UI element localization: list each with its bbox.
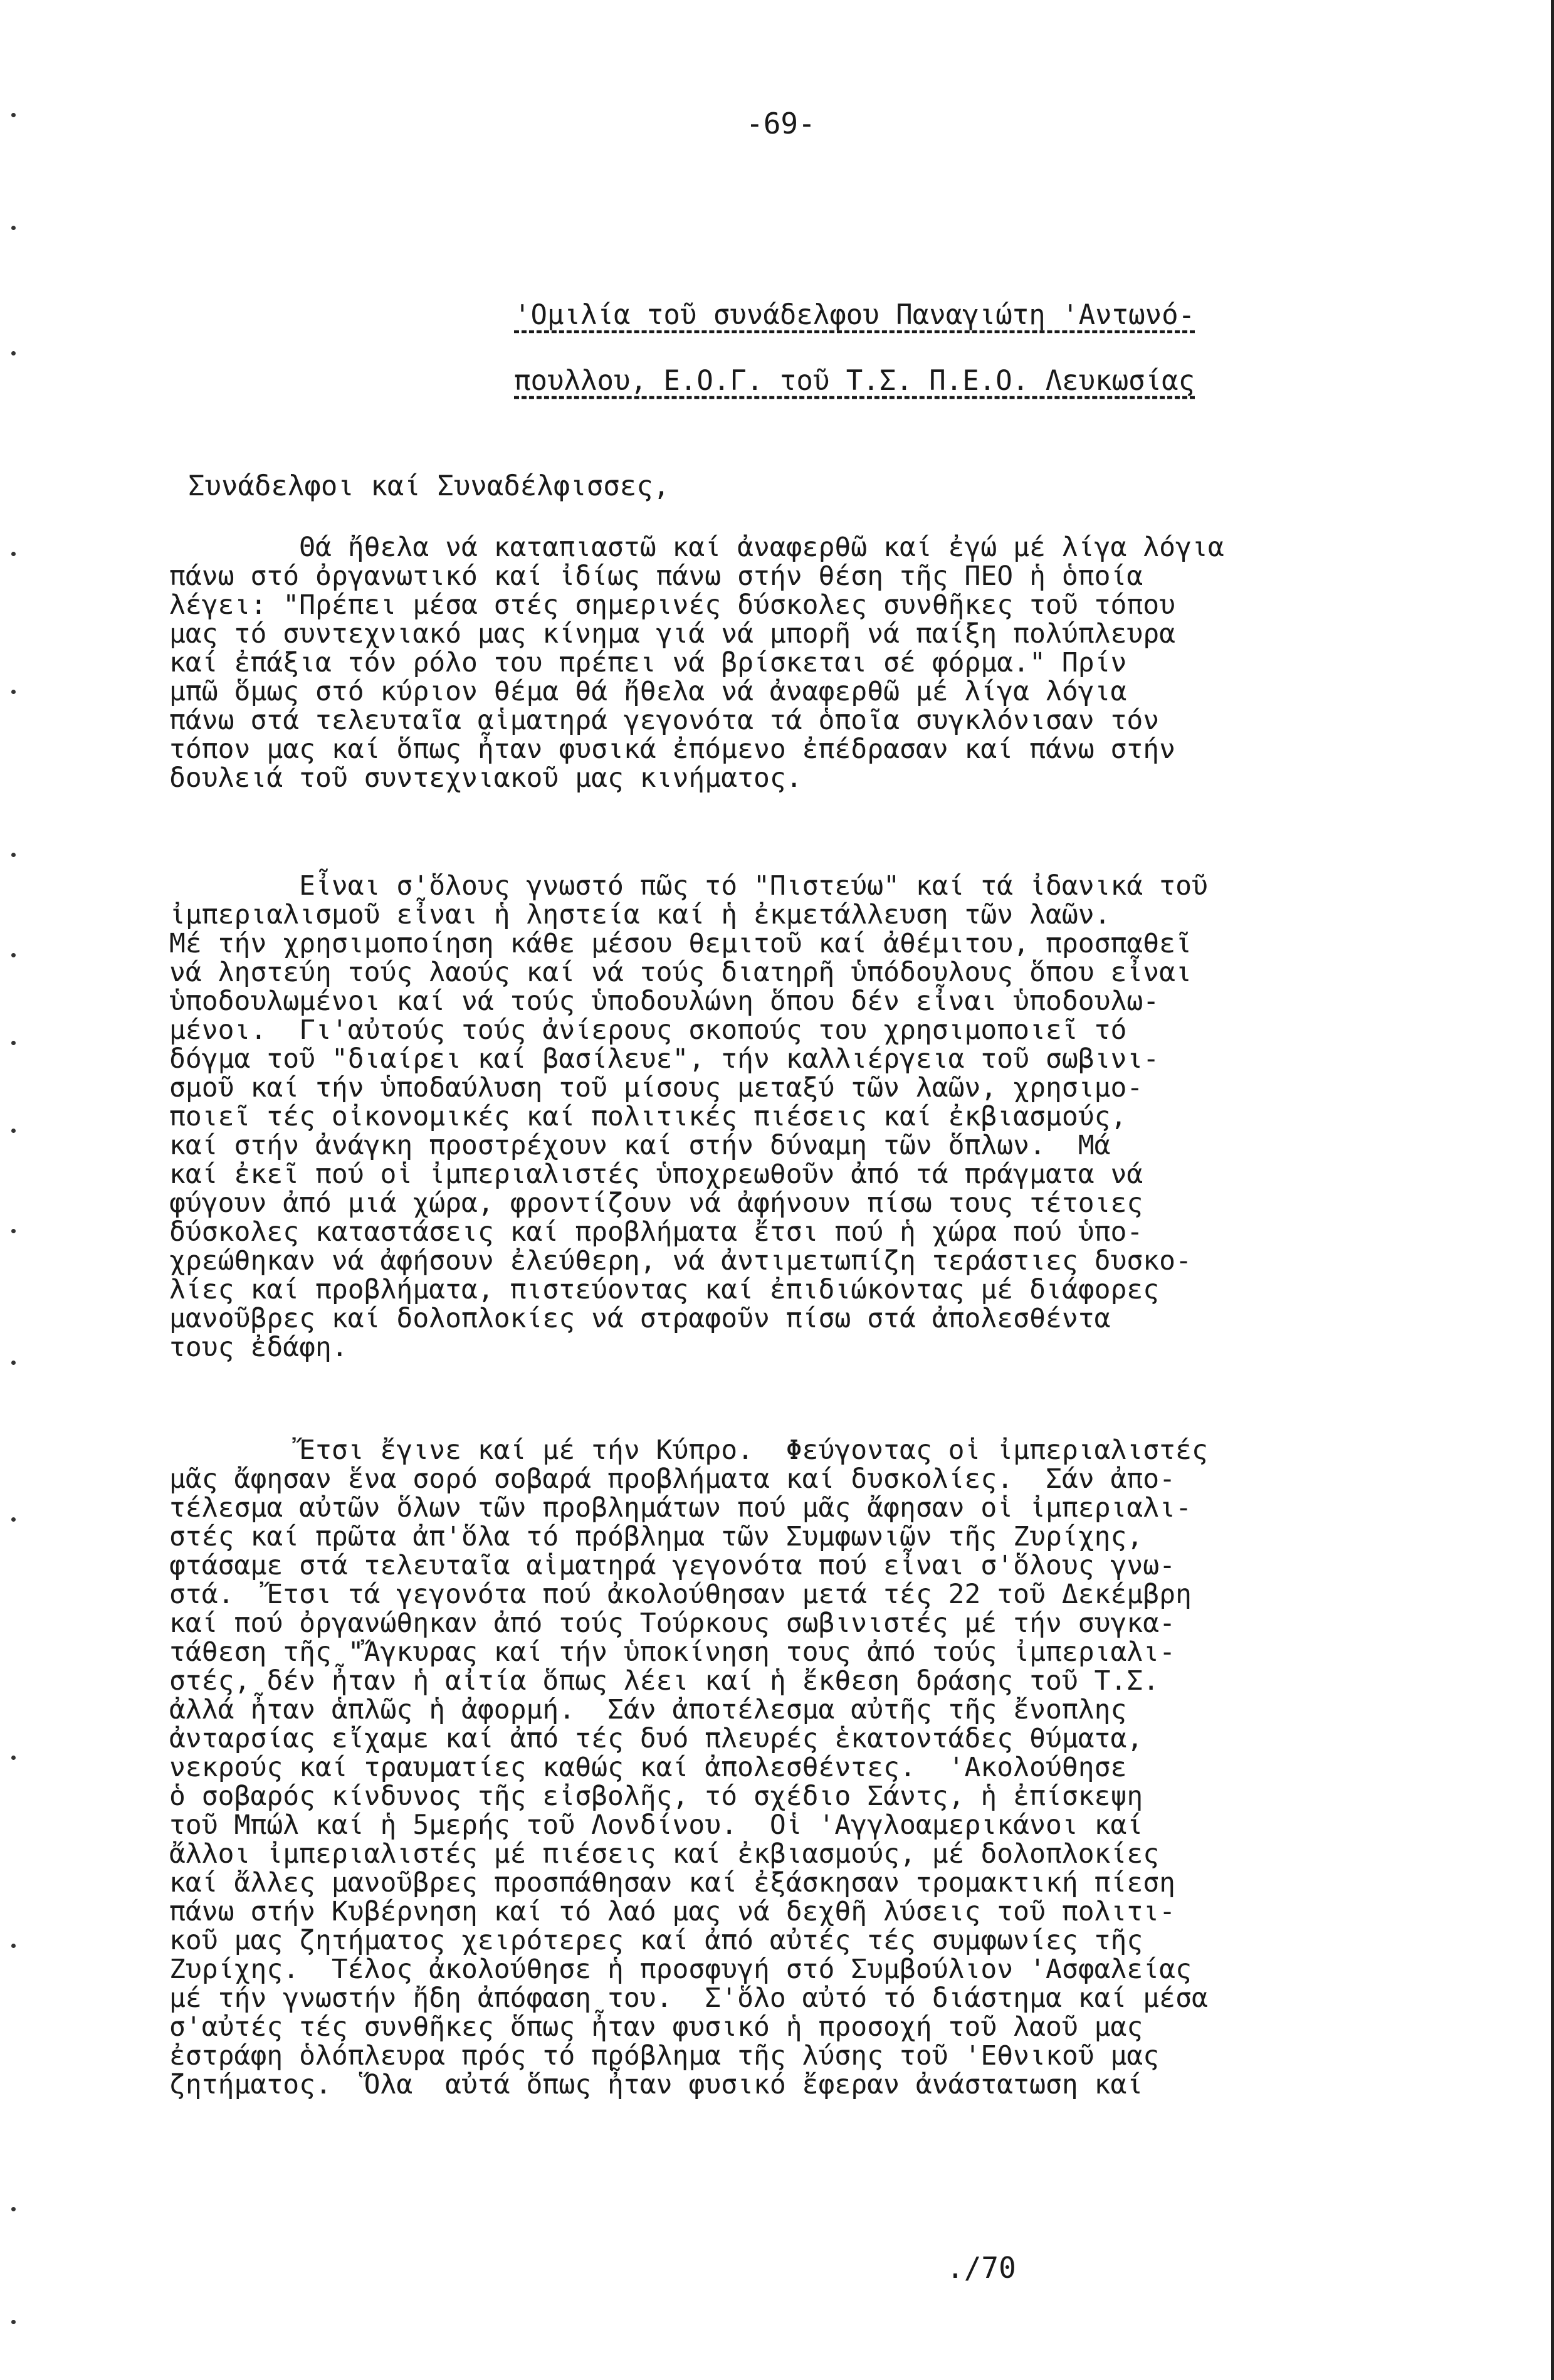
text-line: ἀλλά ἦταν ἁπλῶς ἡ ἀφορμή. Σάν ἀποτέλεσμα αὐτῆς τῆς ἔνοπλης bbox=[169, 1694, 1127, 1725]
text-line: σ'αὐτές τές συνθῆκες ὅπως ἦταν φυσικό ἡ προσοχή τοῦ λαοῦ μας bbox=[169, 2011, 1143, 2043]
text-line: ὑποδουλωμένοι καί νά τούς ὑποδουλώνη ὅπου δέν εἶναι ὑποδουλω- bbox=[169, 986, 1160, 1017]
text-line: στές καί πρῶτα ἀπ'ὅλα τό πρόβλημα τῶν Συμφωνιῶν τῆς Ζυρίχης, bbox=[169, 1521, 1143, 1552]
margin-mark bbox=[11, 2320, 16, 2324]
text-line: χρεώθηκαν νά ἀφήσουν ἐλεύθερη, νά ἀντιμετωπίζη τεράστιες δυσκο- bbox=[169, 1245, 1192, 1277]
text-line: μπῶ ὅμως στό κύριον θέμα θά ἤθελα νά ἀναφερθῶ μέ λίγα λόγια bbox=[169, 676, 1127, 707]
text-line: δουλειά τοῦ συντεχνιακοῦ μας κινήματος. bbox=[169, 762, 802, 794]
margin-mark bbox=[11, 226, 16, 230]
text-line: νά ληστεύη τούς λαούς καί νά τούς διατηρῆ ὑπόδουλους ὅπου εἶναι bbox=[169, 957, 1192, 988]
margin-mark bbox=[11, 1944, 16, 1948]
text-line: ποιεῖ τές οἰκονομικές καί πολιτικές πιέσεις καί ἐκβιασμούς, bbox=[169, 1101, 1127, 1132]
margin-mark bbox=[11, 853, 16, 857]
salutation: Συνάδελφοι καί Συναδέλφισσες, bbox=[188, 470, 670, 502]
margin-mark bbox=[11, 953, 16, 957]
text-line: δύσκολες καταστάσεις καί προβλήματα ἔτσι πού ἡ χώρα πού ὑπο- bbox=[169, 1216, 1143, 1248]
margin-mark bbox=[11, 1129, 16, 1133]
text-line: καί ἐπάξια τόν ρόλο του πρέπει νά βρίσκεται σέ φόρμα." Πρίν bbox=[169, 647, 1127, 678]
text-line: καί ἐκεῖ πού οἱ ἰμπεριαλιστές ὑποχρεωθοῦν ἀπό τά πράγματα νά bbox=[169, 1159, 1143, 1190]
text-line: φτάσαμε στά τελευταῖα αἱματηρά γεγονότα πού εἶναι σ'ὅλους γνω- bbox=[169, 1550, 1176, 1581]
text-line: ἰμπεριαλισμοῦ εἶναι ἡ ληστεία καί ἡ ἐκμετάλλευση τῶν λαῶν. bbox=[169, 899, 1111, 930]
heading-line-2: πουλλου, Ε.Ο.Γ. τοῦ Τ.Σ. Π.Ε.Ο. Λευκωσίας bbox=[514, 365, 1195, 397]
text-line: λέγει: "Πρέπει μέσα στές σημερινές δύσκολες συνθῆκες τοῦ τόπου bbox=[169, 589, 1176, 621]
text-line: τάθεση τῆς "Ἄγκυρας καί τήν ὑποκίνηση τους ἀπό τούς ἰμπεριαλι- bbox=[169, 1636, 1176, 1668]
text-line: ζητήματος. Ὅλα αὐτά ὅπως ἦταν φυσικό ἔφεραν ἀνάστατωση καί bbox=[169, 2069, 1143, 2100]
text-line: στές, δέν ἦταν ἡ αἰτία ὅπως λέει καί ἡ ἔκθεση δράσης τοῦ Τ.Σ. bbox=[169, 1665, 1160, 1697]
text-line: Θά ἤθελα νά καταπιαστῶ καί ἀναφερθῶ καί ἐγώ μέ λίγα λόγια bbox=[169, 532, 1224, 563]
text-line: τοῦ Μπώλ καί ἡ 5μερής τοῦ Λονδίνου. Οἱ 'Αγγλοαμερικάνοι καί bbox=[169, 1809, 1143, 1841]
continuation-marker: ./70 bbox=[947, 2251, 1016, 2285]
margin-mark bbox=[11, 2207, 16, 2211]
speech-heading bbox=[514, 282, 1392, 414]
text-line: μανοῦβρες καί δολοπλοκίες νά στραφοῦν πίσω στά ἀπολεσθέντα bbox=[169, 1303, 1111, 1334]
text-line: νεκρούς καί τραυματίες καθώς καί ἀπολεσθέντες. 'Ακολούθησε bbox=[169, 1752, 1127, 1783]
text-line: μᾶς ἄφησαν ἕνα σορό σοβαρά προβλήματα καί δυσκολίες. Σάν ἀπο- bbox=[169, 1463, 1176, 1495]
text-line: Εἶναι σ'ὅλους γνωστό πῶς τό "Πιστεύω" καί τά ἰδανικά τοῦ bbox=[169, 870, 1208, 902]
margin-mark bbox=[11, 552, 16, 556]
text-line: στά. Ἔτσι τά γεγονότα πού ἀκολούθησαν μετά τές 22 τοῦ Δεκέμβρη bbox=[169, 1579, 1192, 1610]
text-line: τόπον μας καί ὅπως ἦταν φυσικά ἐπόμενο ἐπέδρασαν καί πάνω στήν bbox=[169, 734, 1176, 765]
text-line: σμοῦ καί τήν ὑποδαύλυση τοῦ μίσους μεταξύ τῶν λαῶν, χρησιμο- bbox=[169, 1072, 1143, 1103]
text-line: πάνω στά τελευταῖα αἱματηρά γεγονότα τά ὁποῖα συγκλόνισαν τόν bbox=[169, 705, 1160, 736]
heading-line-1: 'Ομιλία τοῦ συνάδελφου Παναγιώτη 'Αντωνό- bbox=[514, 299, 1195, 331]
text-line: δόγμα τοῦ "διαίρει καί βασίλευε", τήν καλλιέργεια τοῦ σωβινι- bbox=[169, 1043, 1160, 1075]
text-line: μέ τήν γνωστήν ἤδη ἀπόφαση του. Σ'ὅλο αὐτό τό διάστημα καί μέσα bbox=[169, 1982, 1208, 2014]
paragraph-1 bbox=[169, 533, 1398, 792]
scan-edge bbox=[1551, 0, 1554, 2380]
margin-mark bbox=[11, 113, 16, 117]
text-line: Ζυρίχης. Τέλος ἀκολούθησε ἡ προσφυγή στό Συμβούλιον 'Ασφαλείας bbox=[169, 1954, 1192, 1985]
margin-mark bbox=[11, 1361, 16, 1365]
text-line: ἐστράφη ὁλόπλευρα πρός τό πρόβλημα τῆς λύσης τοῦ 'Εθνικοῦ μας bbox=[169, 2040, 1160, 2072]
paragraph-3 bbox=[169, 1436, 1398, 2099]
text-line: φύγουν ἀπό μιά χώρα, φροντίζουν νά ἀφήνουν πίσω τους τέτοιες bbox=[169, 1187, 1143, 1219]
text-line: τέλεσμα αὐτῶν ὅλων τῶν προβλημάτων πού μᾶς ἄφησαν οἱ ἰμπεριαλι- bbox=[169, 1492, 1192, 1524]
text-line: Ἔτσι ἔγινε καί μέ τήν Κύπρο. Φεύγοντας οἱ ἰμπεριαλιστές bbox=[169, 1435, 1208, 1466]
margin-mark bbox=[11, 351, 16, 355]
text-line: Μέ τήν χρησιμοποίηση κάθε μέσου θεμιτοῦ καί ἀθέμιτου, προσπαθεῖ bbox=[169, 928, 1192, 959]
text-line: πάνω στό ὀργανωτικό καί ἰδίως πάνω στήν θέση τῆς ΠΕΟ ἡ ὁποία bbox=[169, 561, 1143, 592]
text-line: ὁ σοβαρός κίνδυνος τῆς εἰσβολῆς, τό σχέδιο Σάντς, ἡ ἐπίσκεψη bbox=[169, 1781, 1143, 1812]
text-line: καί στήν ἀνάγκη προστρέχουν καί στήν δύναμη τῶν ὅπλων. Μά bbox=[169, 1130, 1111, 1161]
paragraph-2 bbox=[169, 871, 1398, 1362]
text-line: τους ἐδάφη. bbox=[169, 1332, 348, 1363]
text-line: πάνω στήν Κυβέρνηση καί τό λαό μας νά δεχθῆ λύσεις τοῦ πολιτι- bbox=[169, 1896, 1176, 1927]
page-number: -69- bbox=[746, 107, 816, 140]
text-line: μένοι. Γι'αὐτούς τούς ἀνίερους σκοπούς του χρησιμοποιεῖ τό bbox=[169, 1014, 1127, 1046]
text-line: ἀνταρσίας εἴχαμε καί ἀπό τές δυό πλευρές ἑκατοντάδες θύματα, bbox=[169, 1723, 1143, 1754]
margin-mark bbox=[11, 1756, 16, 1760]
text-line: λίες καί προβλήματα, πιστεύοντας καί ἐπιδιώκοντας μέ διάφορες bbox=[169, 1274, 1160, 1305]
text-line: ἄλλοι ἰμπεριαλιστές μέ πιέσεις καί ἐκβιασμούς, μέ δολοπλοκίες bbox=[169, 1838, 1160, 1870]
margin-mark bbox=[11, 690, 16, 694]
text-line: καί ἄλλες μανοῦβρες προσπάθησαν καί ἐξάσκησαν τρομακτική πίεση bbox=[169, 1867, 1176, 1898]
text-line: καί πού ὀργανώθηκαν ἀπό τούς Τούρκους σωβινιστές μέ τήν συγκα- bbox=[169, 1608, 1176, 1639]
text-line: κοῦ μας ζητήματος χειρότερες καί ἀπό αὐτές τές συμφωνίες τῆς bbox=[169, 1925, 1143, 1956]
margin-mark bbox=[11, 1517, 16, 1522]
margin-mark bbox=[11, 1229, 16, 1233]
text-line: μας τό συντεχνιακό μας κίνημα γιά νά μπορῆ νά παίξη πολύπλευρα bbox=[169, 618, 1176, 650]
margin-mark bbox=[11, 1041, 16, 1045]
